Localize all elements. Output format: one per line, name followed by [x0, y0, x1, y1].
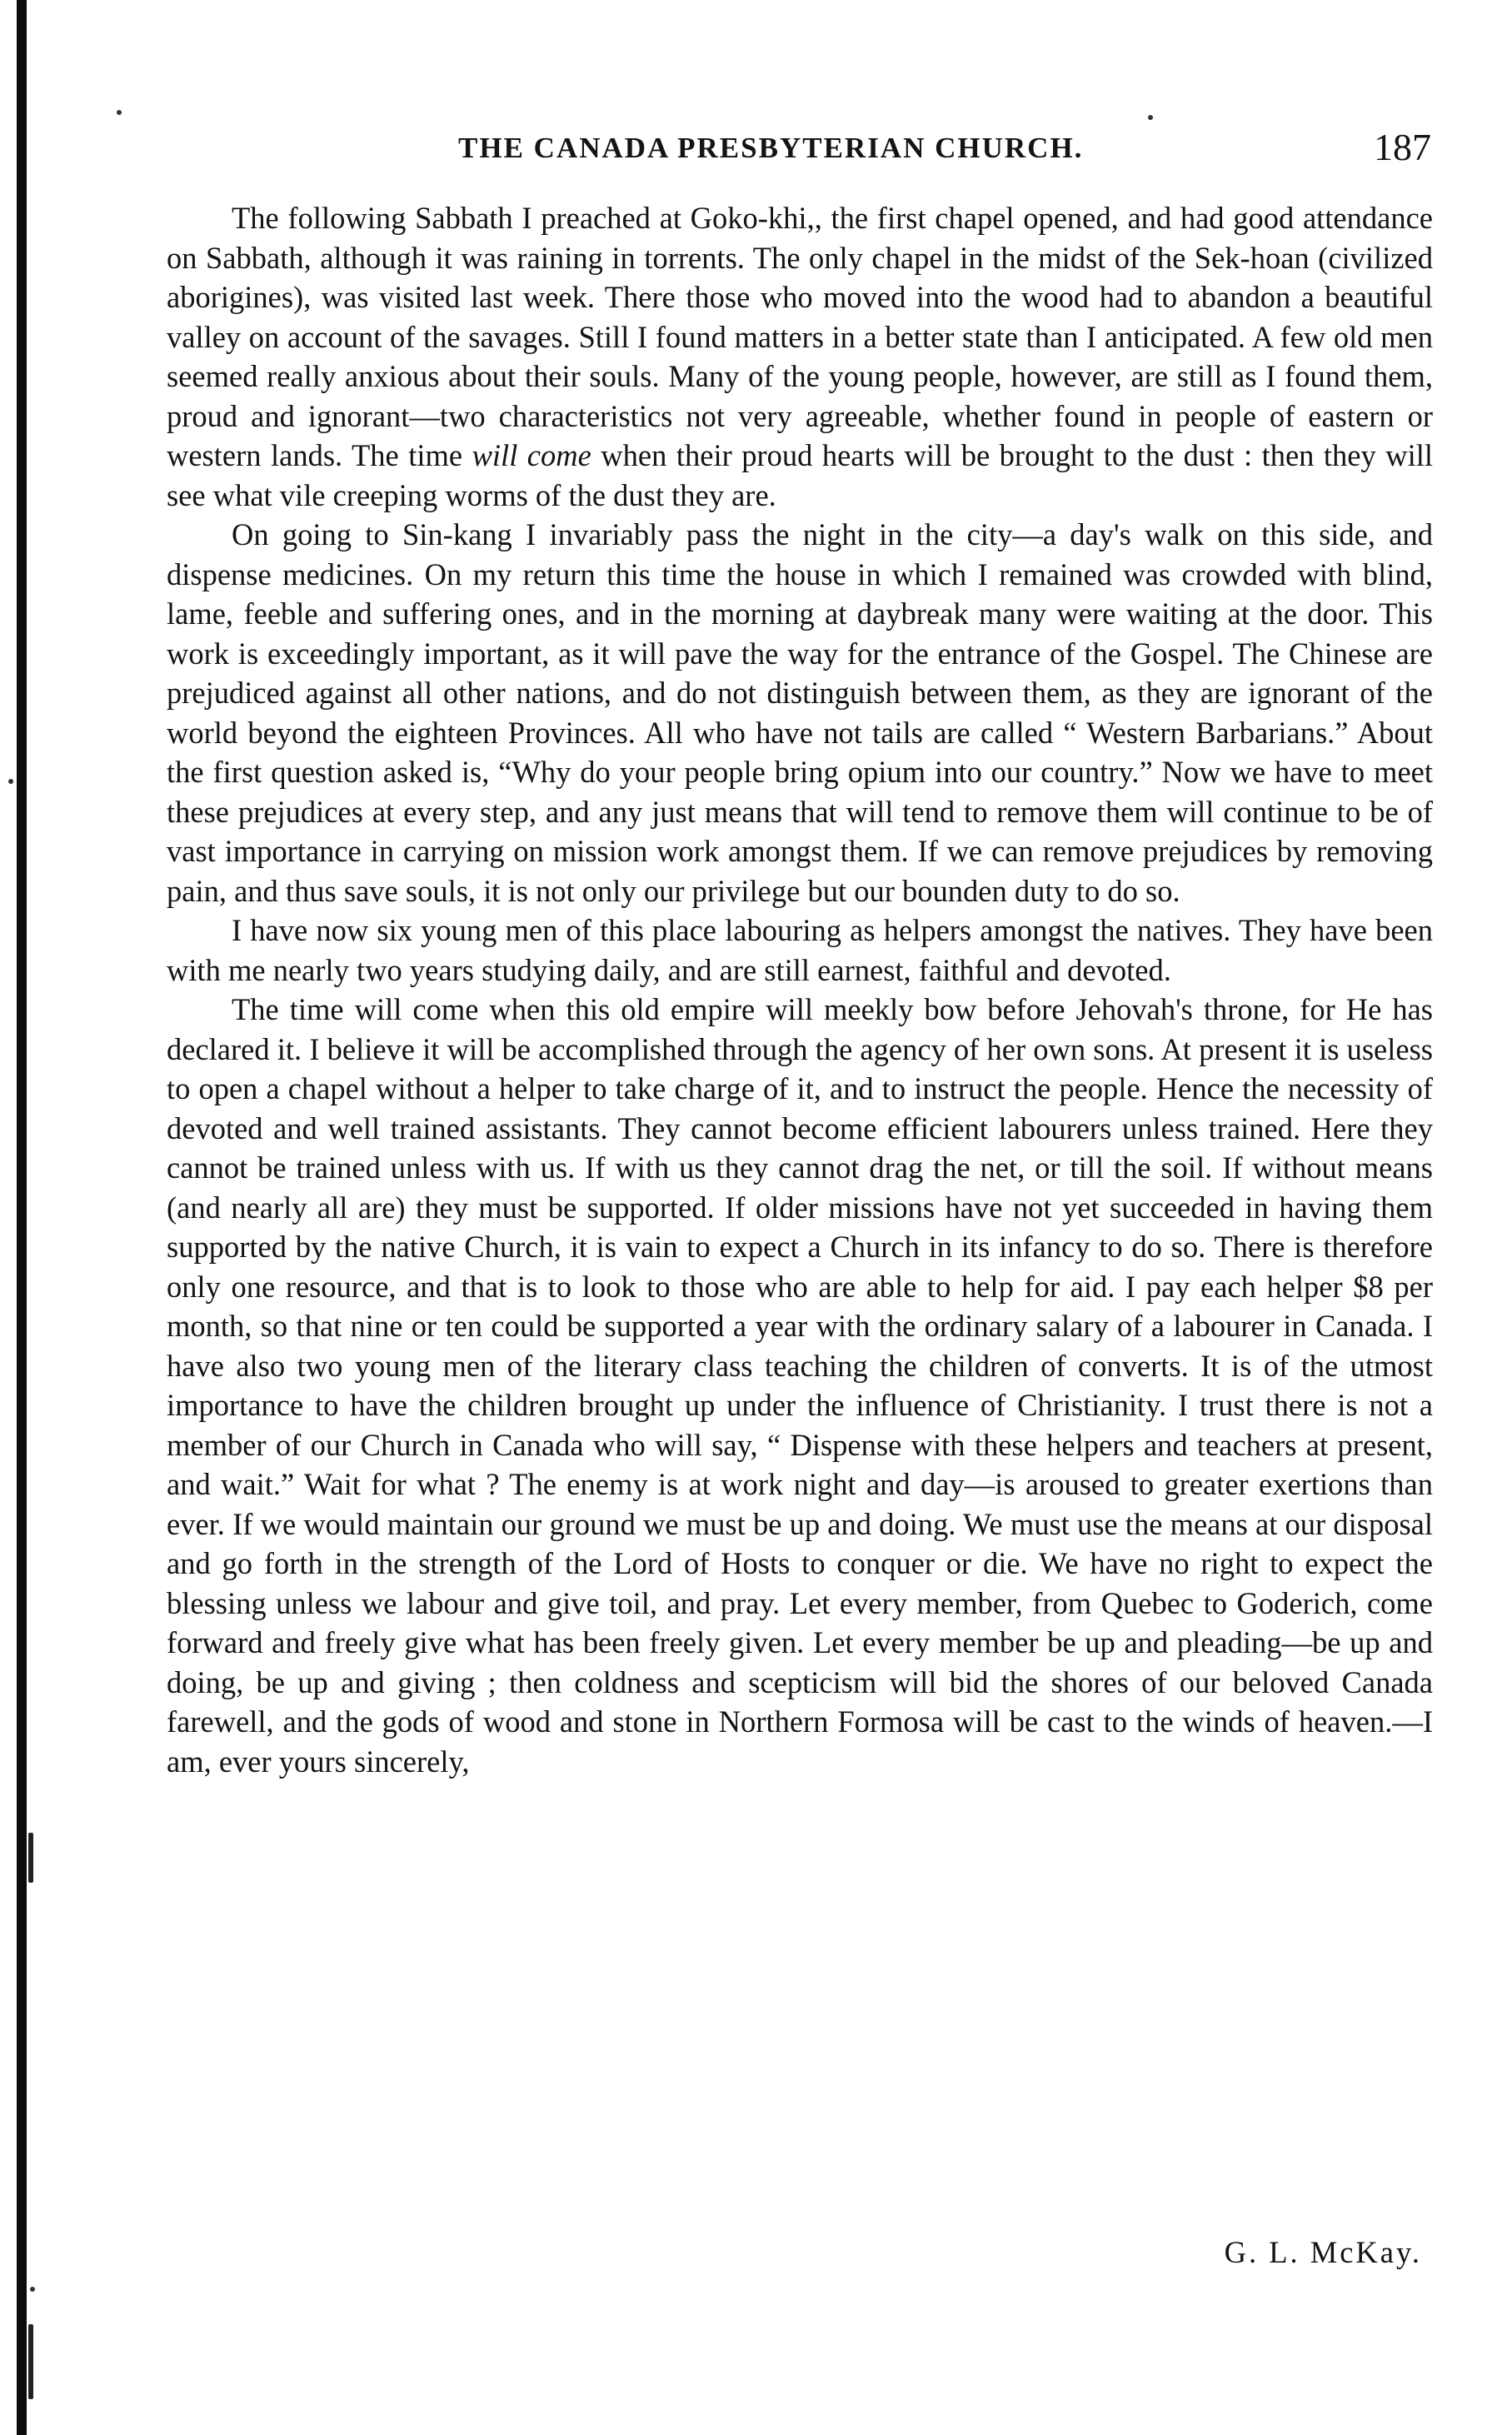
page-edge-rule [17, 0, 27, 2435]
article-body [167, 198, 1433, 1781]
paragraph-3: I have now six young men of this place labouring as helpers amongst the natives. They have been with me nearly two years studying daily, and are still earnest, faithful and devoted. [167, 913, 1433, 987]
paragraph-1-emphasis: will come [472, 438, 591, 472]
paragraph-1-text: The following Sabbath I preached at Goko-khi,, the first chapel opened, and had good attendance on Sabbath, although it was raining in torrents. The only chapel in the midst of the Sek-hoan (civilized aborigines), was visited last week. There those who moved into the wood had to abandon a beautiful valley on account of the savages. Still I found matters in a better state than I anticipated. A few old men seemed really anxious about their souls. Many of the young people, however, are still as I found them, proud and ignorant—two characteristics not very agreeable, whether found in people of eastern or western lands. The time [167, 201, 1433, 472]
print-speck [30, 2287, 35, 2292]
signature: G. L. McKay. [1224, 2235, 1422, 2269]
paragraph-4: The time will come when this old empire will meekly bow before Jehovah's throne, for He has declared it. I believe it will be accomplished through the agency of her own sons. At present it is useless to open a chapel without a helper to take charge of it, and to instruct the people. Hence the necessity of devoted and well trained assistants. They cannot become efficient labourers unless trained. Here they cannot be trained unless with us. If with us they cannot drag the net, or till the soil. If without means (and nearly all are) they must be supported. If older missions have not yet succeeded in having them supported by the native Church, it is vain to expect a Church in its infancy to do so. There is therefore only one resource, and that is to look to those who are able to help for aid. I pay each helper $8 per month, so that nine or ten could be supported a year with the ordinary salary of a labourer in Canada. I have also two young men of the literary class teaching the children of converts. It is of the utmost importance to have the children brought up under the influence of Christianity. I trust there is not a member of our Church in Canada who will say, “ Dispense with these helpers and teachers at present, and wait.” Wait for what ? The enemy is at work night and day—is aroused to greater exertions than ever. If we would maintain our ground we must be up and doing. We must use the means at our disposal and go forth in the strength of the Lord of Hosts to conquer or die. We have no right to expect the blessing unless we labour and give toil, and pray. Let every member, from Quebec to Goderich, come forward and freely give what has been freely given. Let every member be up and pleading—be up and doing, be up and giving ; then coldness and scepticism will bid the shores of our beloved Canada farewell, and the gods of wood and stone in Northern Formosa will be cast to the winds of heaven.—I am, ever yours sincerely, [167, 992, 1433, 1779]
paragraph-1 [167, 198, 1433, 515]
paragraph-1-text-end: when their proud hearts will be brought to the dust : then they will see what vile creeping worms of the dust they are. [167, 438, 1434, 512]
paragraph-2: On going to Sin-kang I invariably pass the night in the city—a day's walk on this side, and dispense medicines. On my return this time the house in which I remained was crowded with blind, lame, feeble and suffering ones, and in the morning at daybreak many were waiting at the door. This work is exceedingly important, as it will pave the way for the entrance of the Gospel. The Chinese are prejudiced against all other nations, and do not distinguish between them, as they are ignorant of the world beyond the eighteen Provinces. All who have not tails are called “ Western Barbarians.” About the first question asked is, “Why do your people bring opium into our country.” Now we have to meet these prejudices at every step, and any just means that will tend to remove them will continue to be of vast importance in carrying on mission work amongst them. If we can remove prejudices by removing pain, and thus save souls, it is not only our privilege but our bounden duty to do so. [167, 517, 1433, 908]
page-edge-mark [28, 1833, 33, 1883]
page-header [167, 125, 1433, 175]
page-edge-mark [28, 2324, 33, 2399]
page-number: 187 [1374, 126, 1431, 168]
print-speck [8, 779, 13, 784]
print-speck [117, 110, 122, 115]
running-title: THE CANADA PRESBYTERIAN CHURCH. [458, 132, 1084, 164]
print-speck [1148, 115, 1153, 120]
